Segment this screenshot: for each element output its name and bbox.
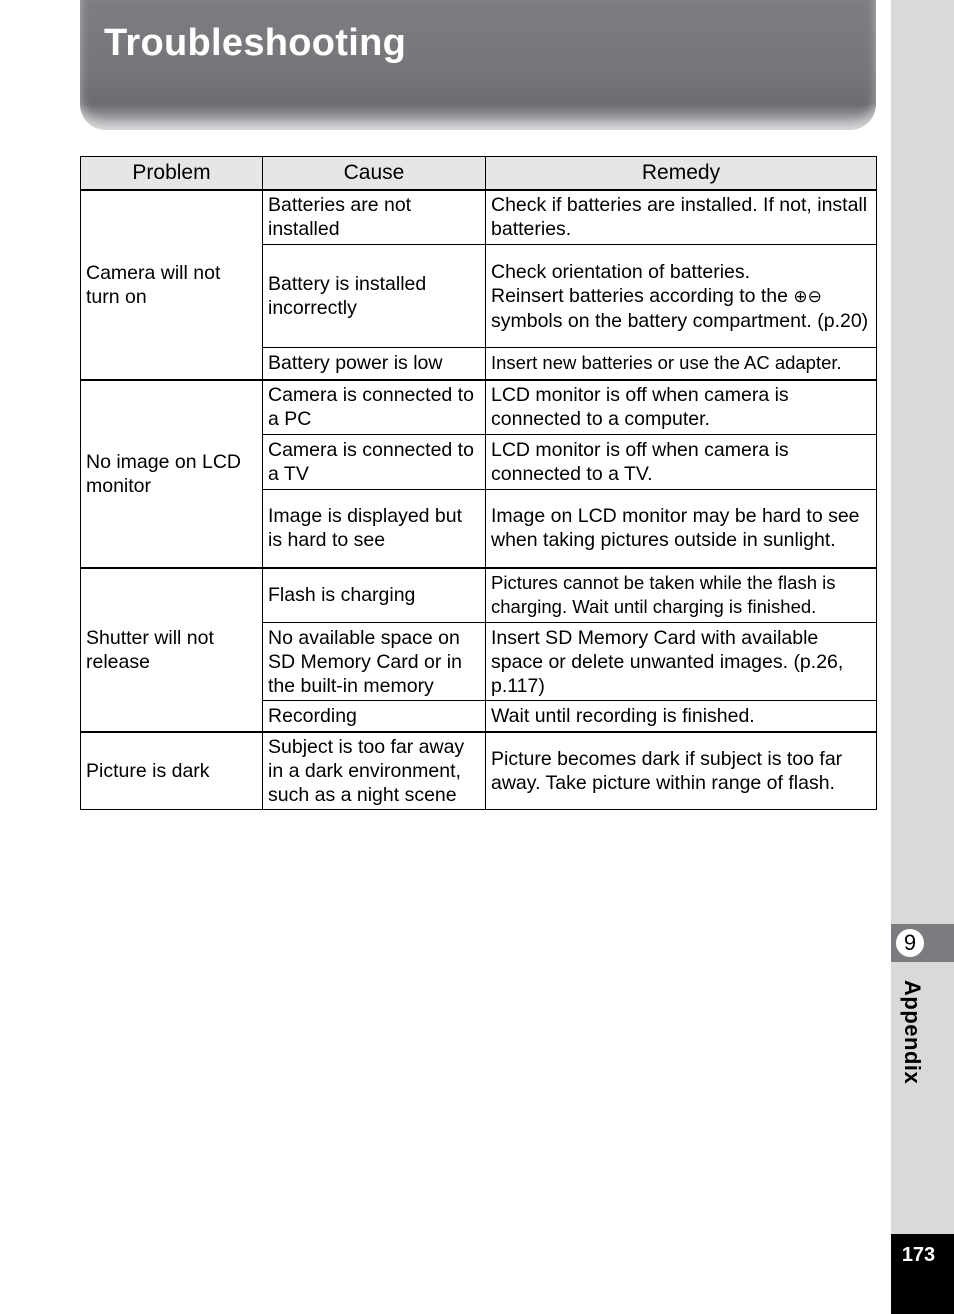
cause-cell: Recording bbox=[263, 701, 486, 732]
problem-cell: No image on LCD monitor bbox=[81, 380, 263, 568]
cause-cell: Flash is charging bbox=[263, 568, 486, 623]
cause-cell: Battery is installed incorrectly bbox=[263, 245, 486, 348]
remedy-text: Check orientation of batteries. bbox=[491, 260, 751, 283]
chapter-label: Appendix bbox=[900, 980, 925, 1085]
cause-cell: Batteries are not installed bbox=[263, 190, 486, 245]
remedy-cell: Image on LCD monitor may be hard to see when taking pictures outside in sunlight. bbox=[486, 490, 877, 568]
chapter-side-tab bbox=[891, 0, 954, 1314]
header-remedy: Remedy bbox=[486, 157, 877, 190]
problem-cell: Picture is dark bbox=[81, 732, 263, 810]
cause-cell: Battery power is low bbox=[263, 348, 486, 380]
page-title: Troubleshooting bbox=[104, 22, 407, 64]
polarity-symbols-icon: ⊕⊖ bbox=[793, 286, 822, 307]
page-number: 173 bbox=[901, 1244, 936, 1266]
title-banner bbox=[80, 0, 876, 130]
header-cause: Cause bbox=[263, 157, 486, 190]
remedy-cell: Picture becomes dark if subject is too far away. Take picture within range of flash. bbox=[486, 732, 877, 810]
table-row bbox=[81, 190, 877, 245]
remedy-cell bbox=[486, 245, 877, 348]
table-row bbox=[81, 568, 877, 623]
remedy-text: symbols on the battery compartment. (p.20) bbox=[491, 309, 869, 332]
table-row bbox=[81, 732, 877, 810]
remedy-cell: Insert SD Memory Card with available space or delete unwanted images. (p.26, p.117) bbox=[486, 623, 877, 701]
problem-cell: Shutter will not release bbox=[81, 568, 263, 732]
troubleshooting-table bbox=[80, 156, 877, 810]
problem-cell: Camera will not turn on bbox=[81, 190, 263, 380]
table-header-row bbox=[81, 157, 877, 190]
remedy-cell: Insert new batteries or use the AC adapter. bbox=[486, 348, 877, 380]
table-row bbox=[81, 380, 877, 435]
cause-cell: No available space on SD Memory Card or in the built-in memory bbox=[263, 623, 486, 701]
remedy-cell: Wait until recording is finished. bbox=[486, 701, 877, 732]
remedy-text: Reinsert batteries according to the bbox=[491, 284, 794, 307]
cause-cell: Image is displayed but is hard to see bbox=[263, 490, 486, 568]
header-problem: Problem bbox=[81, 157, 263, 190]
cause-cell: Camera is connected to a TV bbox=[263, 435, 486, 490]
remedy-cell: LCD monitor is off when camera is connected to a TV. bbox=[486, 435, 877, 490]
cause-cell: Camera is connected to a PC bbox=[263, 380, 486, 435]
page-number-box bbox=[891, 1234, 954, 1314]
chapter-number: 9 bbox=[894, 927, 926, 959]
remedy-cell: LCD monitor is off when camera is connected to a computer. bbox=[486, 380, 877, 435]
remedy-cell: Check if batteries are installed. If not, install batteries. bbox=[486, 190, 877, 245]
remedy-cell: Pictures cannot be taken while the flash is charging. Wait until charging is finished. bbox=[486, 568, 877, 623]
cause-cell: Subject is too far away in a dark environment, such as a night scene bbox=[263, 732, 486, 810]
